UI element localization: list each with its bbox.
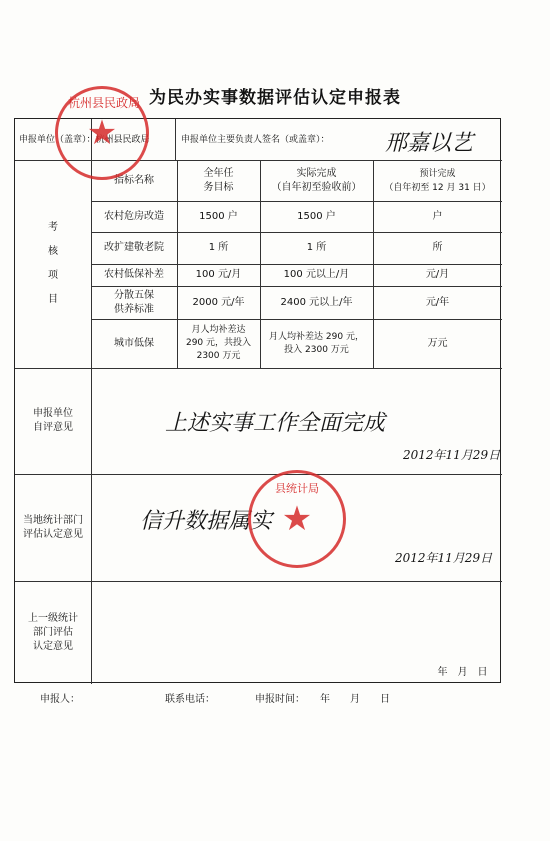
report-form: [14, 118, 501, 683]
table-row-expected: 元/月: [425, 269, 450, 280]
signature-label: 申报单位主要负责人签名（或盖章）：: [181, 134, 330, 145]
table-row-actual: 月人均补差达 290 元， 投入 2300 万元: [269, 331, 364, 355]
footer-applicant: 申报人：: [40, 694, 80, 705]
leader-signature: 邢嘉以艺: [385, 131, 474, 156]
table-row-actual: 2400 元以上/年: [280, 296, 353, 308]
stats-stamp-text: 县统计局: [275, 482, 319, 495]
table-row-target: 1 所: [208, 242, 229, 253]
table-row-target: 月人均补差达 290 元，共投入 2300 万元: [185, 325, 252, 361]
stats-opinion-text: 信升数据属实: [140, 509, 273, 534]
header-actual: 实际完成 （自年初至验收前）: [271, 167, 362, 193]
header-annual-target: 全年任 务目标: [203, 167, 234, 193]
upper-opinion-label: 上一级统计 部门评估 认定意见: [28, 612, 78, 652]
stats-opinion-date: 2012年11月29日: [395, 551, 493, 565]
table-row-actual: 1 所: [306, 242, 327, 253]
self-opinion-text: 上述实事工作全面完成: [165, 411, 386, 436]
bureau-stamp-text: 杭州县民政局: [68, 96, 141, 110]
table-row-expected: 户: [432, 210, 443, 222]
header-expected: 预计完成 （自年初至 12 月 31 日）: [384, 168, 491, 193]
applicant-unit-label: 申报单位（盖章）：杭州县民政局: [19, 134, 150, 145]
footer-time: 申报时间： 年 月 日: [255, 694, 390, 705]
table-row-target: 1500 户: [199, 210, 238, 222]
section-char-2: 核: [48, 246, 58, 257]
table-row-name: 城市低保: [114, 337, 154, 349]
section-char-3: 项: [48, 270, 58, 281]
table-row-actual: 100 元以上/月: [283, 269, 350, 280]
bureau-stamp: ★: [55, 86, 149, 180]
table-row-target: 2000 元/年: [192, 296, 245, 308]
stats-opinion-label: 当地统计部门 评估认定意见: [23, 514, 83, 540]
table-row-expected: 元/年: [425, 296, 450, 308]
stats-stamp: ★: [248, 470, 346, 568]
table-row-name: 改扩建敬老院: [104, 242, 164, 253]
self-opinion-date: 2012年11月29日: [403, 448, 501, 462]
section-char-4: 目: [48, 294, 58, 305]
page-title: 为民办实事数据评估认定申报表: [149, 88, 401, 108]
table-row-expected: 万元: [427, 337, 448, 349]
assessment-section-label: [15, 160, 91, 368]
footer-phone: 联系电话：: [165, 694, 215, 705]
table-row-expected: 所: [432, 242, 443, 253]
header-indicator: 指标名称: [114, 174, 154, 186]
section-char-1: 考: [48, 222, 58, 233]
table-row-name: 农村低保补差: [104, 269, 164, 280]
self-opinion-label: 申报单位 自评意见: [33, 408, 73, 433]
table-row-name: 分散五保 供养标准: [114, 289, 154, 315]
upper-opinion-date: 年 月 日: [437, 667, 488, 678]
table-row-actual: 1500 户: [297, 210, 336, 222]
table-row-name: 农村危房改造: [104, 210, 164, 222]
table-row-target: 100 元/月: [195, 269, 242, 280]
